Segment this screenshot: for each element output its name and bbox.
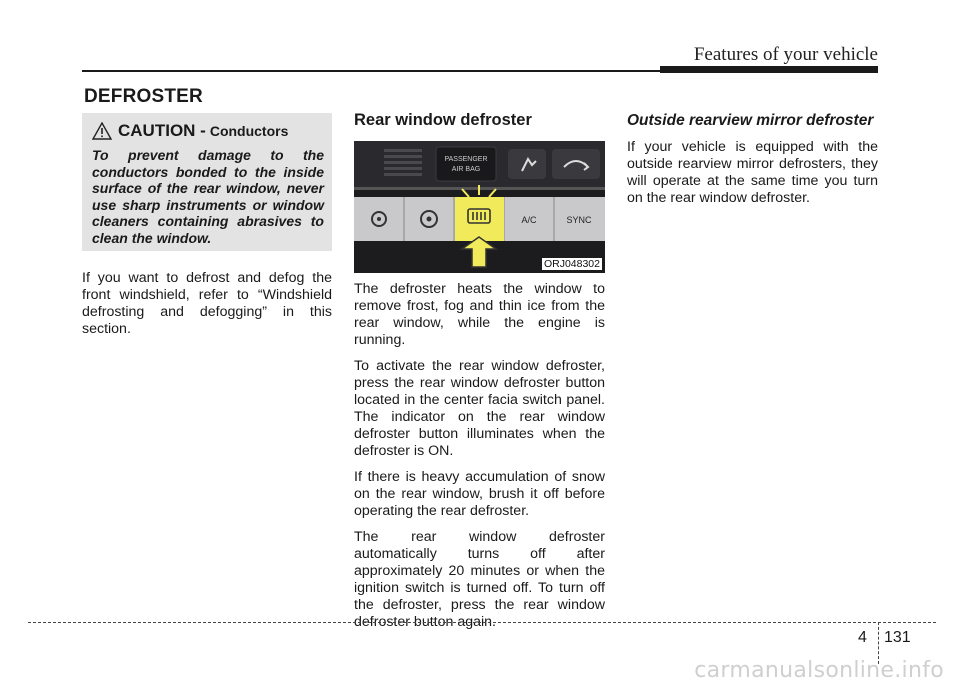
middle-paragraph-2: To activate the rear window defroster, press the rear window defroster button located in the center facia switch panel. The indicator on the rear window defroster button illuminates when the defroster is ON. — [354, 358, 605, 459]
header-rule-accent — [660, 66, 878, 73]
caution-box — [82, 113, 332, 251]
middle-paragraph-4: The rear window defroster automatically turns off after approximately 20 minutes or when the ignition switch is turned off. To turn off the defroster, press the rear window defroster button again. — [354, 529, 605, 630]
section-title: DEFROSTER — [84, 86, 203, 107]
page-number: 131 — [884, 629, 911, 646]
chapter-header: Features of your vehicle — [693, 44, 878, 65]
right-paragraph: If your vehicle is equipped with the outside rearview mirror defrosters, they will operate at the same time you turn on the rear window defroster. — [627, 139, 878, 206]
left-paragraph: If you want to defrost and defog the front windshield, refer to “Windshield defrosting and defogging” in this section. — [82, 270, 332, 337]
defroster-panel-illustration — [354, 141, 605, 273]
rear-defroster-heading: Rear window defroster — [354, 111, 532, 129]
middle-column-body — [354, 281, 605, 640]
middle-column — [354, 112, 605, 129]
right-column — [627, 112, 878, 216]
figure-caption: ORJ048302 — [543, 258, 600, 270]
caution-title: CAUTION - — [118, 121, 206, 140]
caution-header — [92, 121, 288, 141]
header-rule — [82, 70, 660, 72]
chapter-number: 4 — [858, 629, 867, 646]
left-column — [82, 270, 332, 347]
warning-triangle-icon — [92, 122, 112, 140]
middle-paragraph-1: The defroster heats the window to remove frost, fog and thin ice from the rear window, while the engine is running. — [354, 281, 605, 348]
passenger-airbag-label: PASSENGER — [444, 156, 488, 163]
sync-label: SYNC — [566, 215, 592, 225]
watermark: carmanualsonline.info — [694, 658, 944, 683]
footer-rule — [28, 622, 936, 623]
middle-paragraph-3: If there is heavy accumulation of snow on the rear window, brush it off before operating the rear defroster. — [354, 469, 605, 519]
passenger-airbag-label-2: AIR BAG — [451, 166, 481, 173]
mirror-defroster-heading: Outside rearview mirror defroster — [627, 112, 874, 129]
caution-text: To prevent damage to the conductors bonded to the inside surface of the rear window, never use sharp instruments or window cleaners containing abrasives to clean the window. — [92, 147, 324, 246]
defroster-panel-photo — [354, 141, 605, 273]
ac-label: A/C — [521, 215, 537, 225]
caution-subtitle: Conductors — [209, 123, 289, 139]
